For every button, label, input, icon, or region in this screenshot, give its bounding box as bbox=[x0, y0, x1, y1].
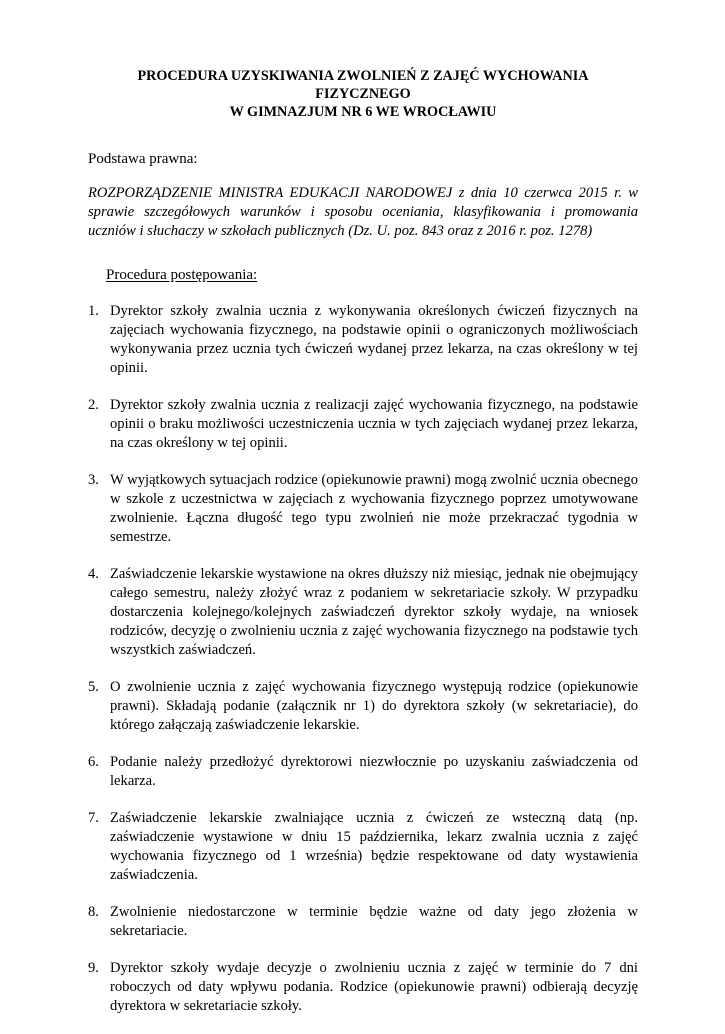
item-number: 5. bbox=[88, 679, 99, 695]
list-item bbox=[88, 302, 638, 378]
procedure-heading: Procedura postępowania: bbox=[106, 267, 258, 283]
list-item bbox=[88, 678, 638, 735]
item-number: 1. bbox=[88, 303, 99, 319]
procedure-list bbox=[88, 302, 638, 1034]
item-text: Podanie należy przedłożyć dyrektorowi niezwłocznie po uzyskaniu zaświadczenia od lekarza. bbox=[110, 754, 638, 789]
document-title bbox=[88, 67, 638, 121]
item-text: O zwolnienie ucznia z zajęć wychowania fizycznego występują rodzice (opiekunowie prawni). Składają podanie (załącznik nr 1) do dyrektora szkoły (w sekretariacie), do którego załączają zaświadczenie lekarskie. bbox=[110, 679, 638, 733]
item-text: Zaświadczenie lekarskie zwalniające ucznia z ćwiczeń ze wsteczną datą (np. zaświadczenie wystawione w dniu 15 października, lekarz zwalnia ucznia z zajęć wychowania fizycznego od 1 września) będzie respektowane od daty wystawienia zaświadczenia. bbox=[110, 810, 638, 883]
title-line: W GIMNAZJUM NR 6 WE WROCŁAWIU bbox=[229, 104, 497, 120]
item-number: 6. bbox=[88, 754, 99, 770]
item-text: Dyrektor szkoły wydaje decyzje o zwolnieniu ucznia z zajęć w terminie do 7 dni roboczych od daty wpływu podania. Rodzice (opiekunowie prawni) odbierają decyzję dyrektora w sekretariacie szkoły. bbox=[110, 960, 638, 1014]
list-item bbox=[88, 753, 638, 791]
item-text: W wyjątkowych sytuacjach rodzice (opiekunowie prawni) mogą zwolnić ucznia obecnego w szkole z uczestnictwa w zajęciach z wychowania fizycznego poprzez umotywowane zwolnienie. Łączna długość tego typu zwolnień nie może przekraczać tygodnia w semestrze. bbox=[110, 472, 638, 545]
item-text: Dyrektor szkoły zwalnia ucznia z wykonywania określonych ćwiczeń fizycznych na zajęciach wychowania fizycznego, na podstawie opinii o ograniczonych możliwościach wykonywania przez ucznia tych ćwiczeń wydanej przez lekarza, na czas określony w tej opinii. bbox=[110, 303, 638, 376]
item-text: Zwolnienie niedostarczone w terminie będzie ważne od daty jego złożenia w sekretariacie. bbox=[110, 904, 638, 939]
item-number: 2. bbox=[88, 397, 99, 413]
list-item bbox=[88, 471, 638, 547]
legal-basis-label: Podstawa prawna: bbox=[88, 151, 198, 167]
list-item bbox=[88, 809, 638, 885]
item-text: Zaświadczenie lekarskie wystawione na okres dłuższy niż miesiąc, jednak nie obejmujący całego semestru, należy złożyć wraz z podaniem w sekretariacie szkoły. W przypadku dostarczenia kolejnego/kolejnych zaświadczeń dyrektor szkoły wydaje, na wniosek rodziców, decyzję o zwolnieniu ucznia z zajęć wychowania fizycznego na podstawie tych wszystkich zaświadczeń. bbox=[110, 566, 638, 658]
list-item bbox=[88, 959, 638, 1016]
title-line: FIZYCZNEGO bbox=[315, 86, 411, 102]
item-number: 8. bbox=[88, 904, 99, 920]
item-number: 4. bbox=[88, 566, 99, 582]
list-item bbox=[88, 903, 638, 941]
item-text: Dyrektor szkoły zwalnia ucznia z realizacji zajęć wychowania fizycznego, na podstawie opinii o braku możliwości uczestniczenia ucznia w tych zajęciach wydanej przez lekarza, na czas określony w tej opinii. bbox=[110, 397, 638, 451]
list-item bbox=[88, 565, 638, 660]
item-number: 3. bbox=[88, 472, 99, 488]
title-line: PROCEDURA UZYSKIWANIA ZWOLNIEŃ Z ZAJĘĆ WYCHOWANIA bbox=[137, 68, 589, 84]
item-number: 7. bbox=[88, 810, 99, 826]
list-item bbox=[88, 396, 638, 453]
legal-basis-text: ROZPORZĄDZENIE MINISTRA EDUKACJI NARODOWEJ z dnia 10 czerwca 2015 r. w sprawie szczegółowych warunków i sposobu oceniania, klasyfikowania i promowania uczniów i słuchaczy w szkołach publicznych (Dz. U. poz. 843 oraz z 2016 r. poz. 1278) bbox=[88, 185, 638, 239]
item-number: 9. bbox=[88, 960, 99, 976]
